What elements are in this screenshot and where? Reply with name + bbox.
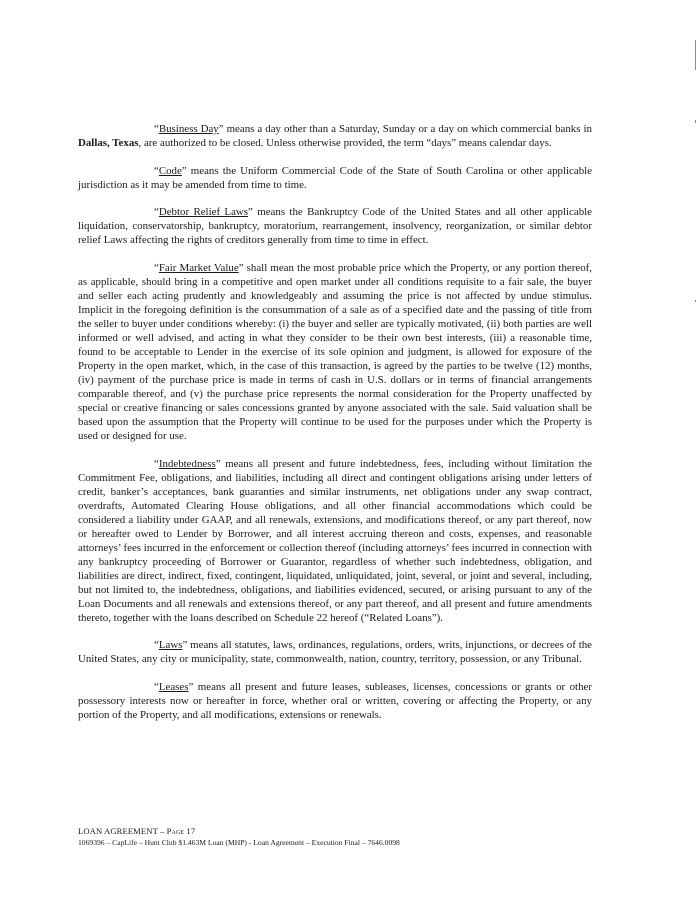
definition-code: “Code” means the Uniform Commercial Code of the State of South Carolina or other applicable jurisdiction as it may be amended from time to time. xyxy=(78,164,592,191)
definition-debtor-relief-laws: “Debtor Relief Laws” means the Bankruptcy Code of the United States and all other applicable liquidation, conservatorship, bankruptcy, moratorium, rearrangement, insolvency, reorganization, or similar debtor relief Laws affecting the rights of creditors generally from time to time in effect. xyxy=(78,206,592,246)
definition-indebtedness: “Indebtedness” means all present and future indebtedness, fees, including without limitation the Commitment Fee, obligations, and liabilities, including all direct and contingent obligations arising under letters of credit, banker’s acceptances, bank guaranties and similar instruments, net obligations under any swap contract, overdrafts, Automated Clearing House obligations, and all other financial accommodations which could be considered a liability under GAAP, and all renewals, extensions, and modifications thereof, or any part thereof, now or hereafter owed to Lender by Borrower, and all interest accruing thereon and costs, expenses, and reasonable attorneys’ fees incurred in the enforcement or collection thereof (including attorneys’ fees incurred in connection with any bankruptcy proceeding of Borrower or Guarantor, regardless of whether such indebtedness, obligation, and liabilities are direct, indirect, fixed, contingent, liquidated, unliquidated, joint, several, or joint and several, including, but not limited to, the indebtedness, obligations, and liabilities evidenced, secured, or arising pursuant to any of the Loan Documents and all renewals and extensions thereof, or any part thereof, and all present and future amendments thereto, together with the loans described on Schedule 22 hereof (“Related Loans”). xyxy=(78,457,592,624)
definition-laws: “Laws” means all statutes, laws, ordinances, regulations, orders, writs, injunctions, or decrees of the United States, any city or municipality, state, commonwealth, nation, country, territory, possession, or any Tribunal. xyxy=(78,639,592,665)
term-indebtedness: Indebtedness xyxy=(158,457,216,470)
page-footer xyxy=(78,826,598,848)
scan-edge-mark xyxy=(695,120,696,123)
scan-edge-mark xyxy=(695,300,696,302)
term-leases: Leases xyxy=(158,680,189,693)
definition-business-day: “Business Day” means a day other than a Saturday, Sunday or a day on which commercial banks in Dallas, Texas, are authorized to be closed. Unless otherwise provided, the term “days” means calendar days. xyxy=(78,123,592,149)
term-debtor-relief-laws: Debtor Relief Laws xyxy=(158,206,249,218)
definitions-section xyxy=(78,122,592,735)
term-business-day: Business Day xyxy=(158,123,219,135)
definition-leases: “Leases” means all present and future leases, subleases, licenses, concessions or grants or other possessory interests now or hereafter in force, whether oral or written, covering or affecting the Property, or any portion of the Property, and all modifications, extensions or renewals. xyxy=(78,680,592,721)
term-fair-market-value: Fair Market Value xyxy=(158,261,239,274)
footer-document-id: 1069396 – CapLife – Hunt Club $1.463M Loan (MHP) - Loan Agreement – Execution Final – 7646.0098 xyxy=(78,838,400,847)
definition-fair-market-value: “Fair Market Value” shall mean the most probable price which the Property, or any portion thereof, as applicable, should bring in a competitive and open market under all conditions requisite to a fair sale, the buyer and seller each acting prudently and knowledgeably and assuming the price is not affected by undue stimulus. Implicit in the foregoing definition is the consummation of a sale as of a specified date and the passing of title from the seller to buyer under conditions whereby: (i) the buyer and seller are typically motivated, (ii) both parties are well informed or well advised, and acting in what they consider to be their own best interests, (iii) a reasonable time, found to be acceptable to Lender in the exercise of its sole opinion and judgment, is allowed for exposure of the Property in the open market, which, in the case of this transaction, is agreed by the parties to be twelve (12) months, (iv) payment of the purchase price is made in terms of cash in U.S. dollars or in terms of financial arrangements comparable thereof, and (v) the purchase price represents the normal consideration for the Property unaffected by special or creative financing or sales concessions granted by anyone associated with the sale. Said valuation shall be based upon the assumption that the Property will continue to be used for the purposes under which the Property is used or designed for use. xyxy=(78,261,592,442)
term-code: Code xyxy=(158,164,182,177)
bold-location: Dallas, Texas xyxy=(78,137,139,149)
scan-edge-mark xyxy=(695,40,696,70)
term-laws: Laws xyxy=(158,639,183,651)
footer-page-label: LOAN AGREEMENT – Page 17 xyxy=(78,826,196,836)
